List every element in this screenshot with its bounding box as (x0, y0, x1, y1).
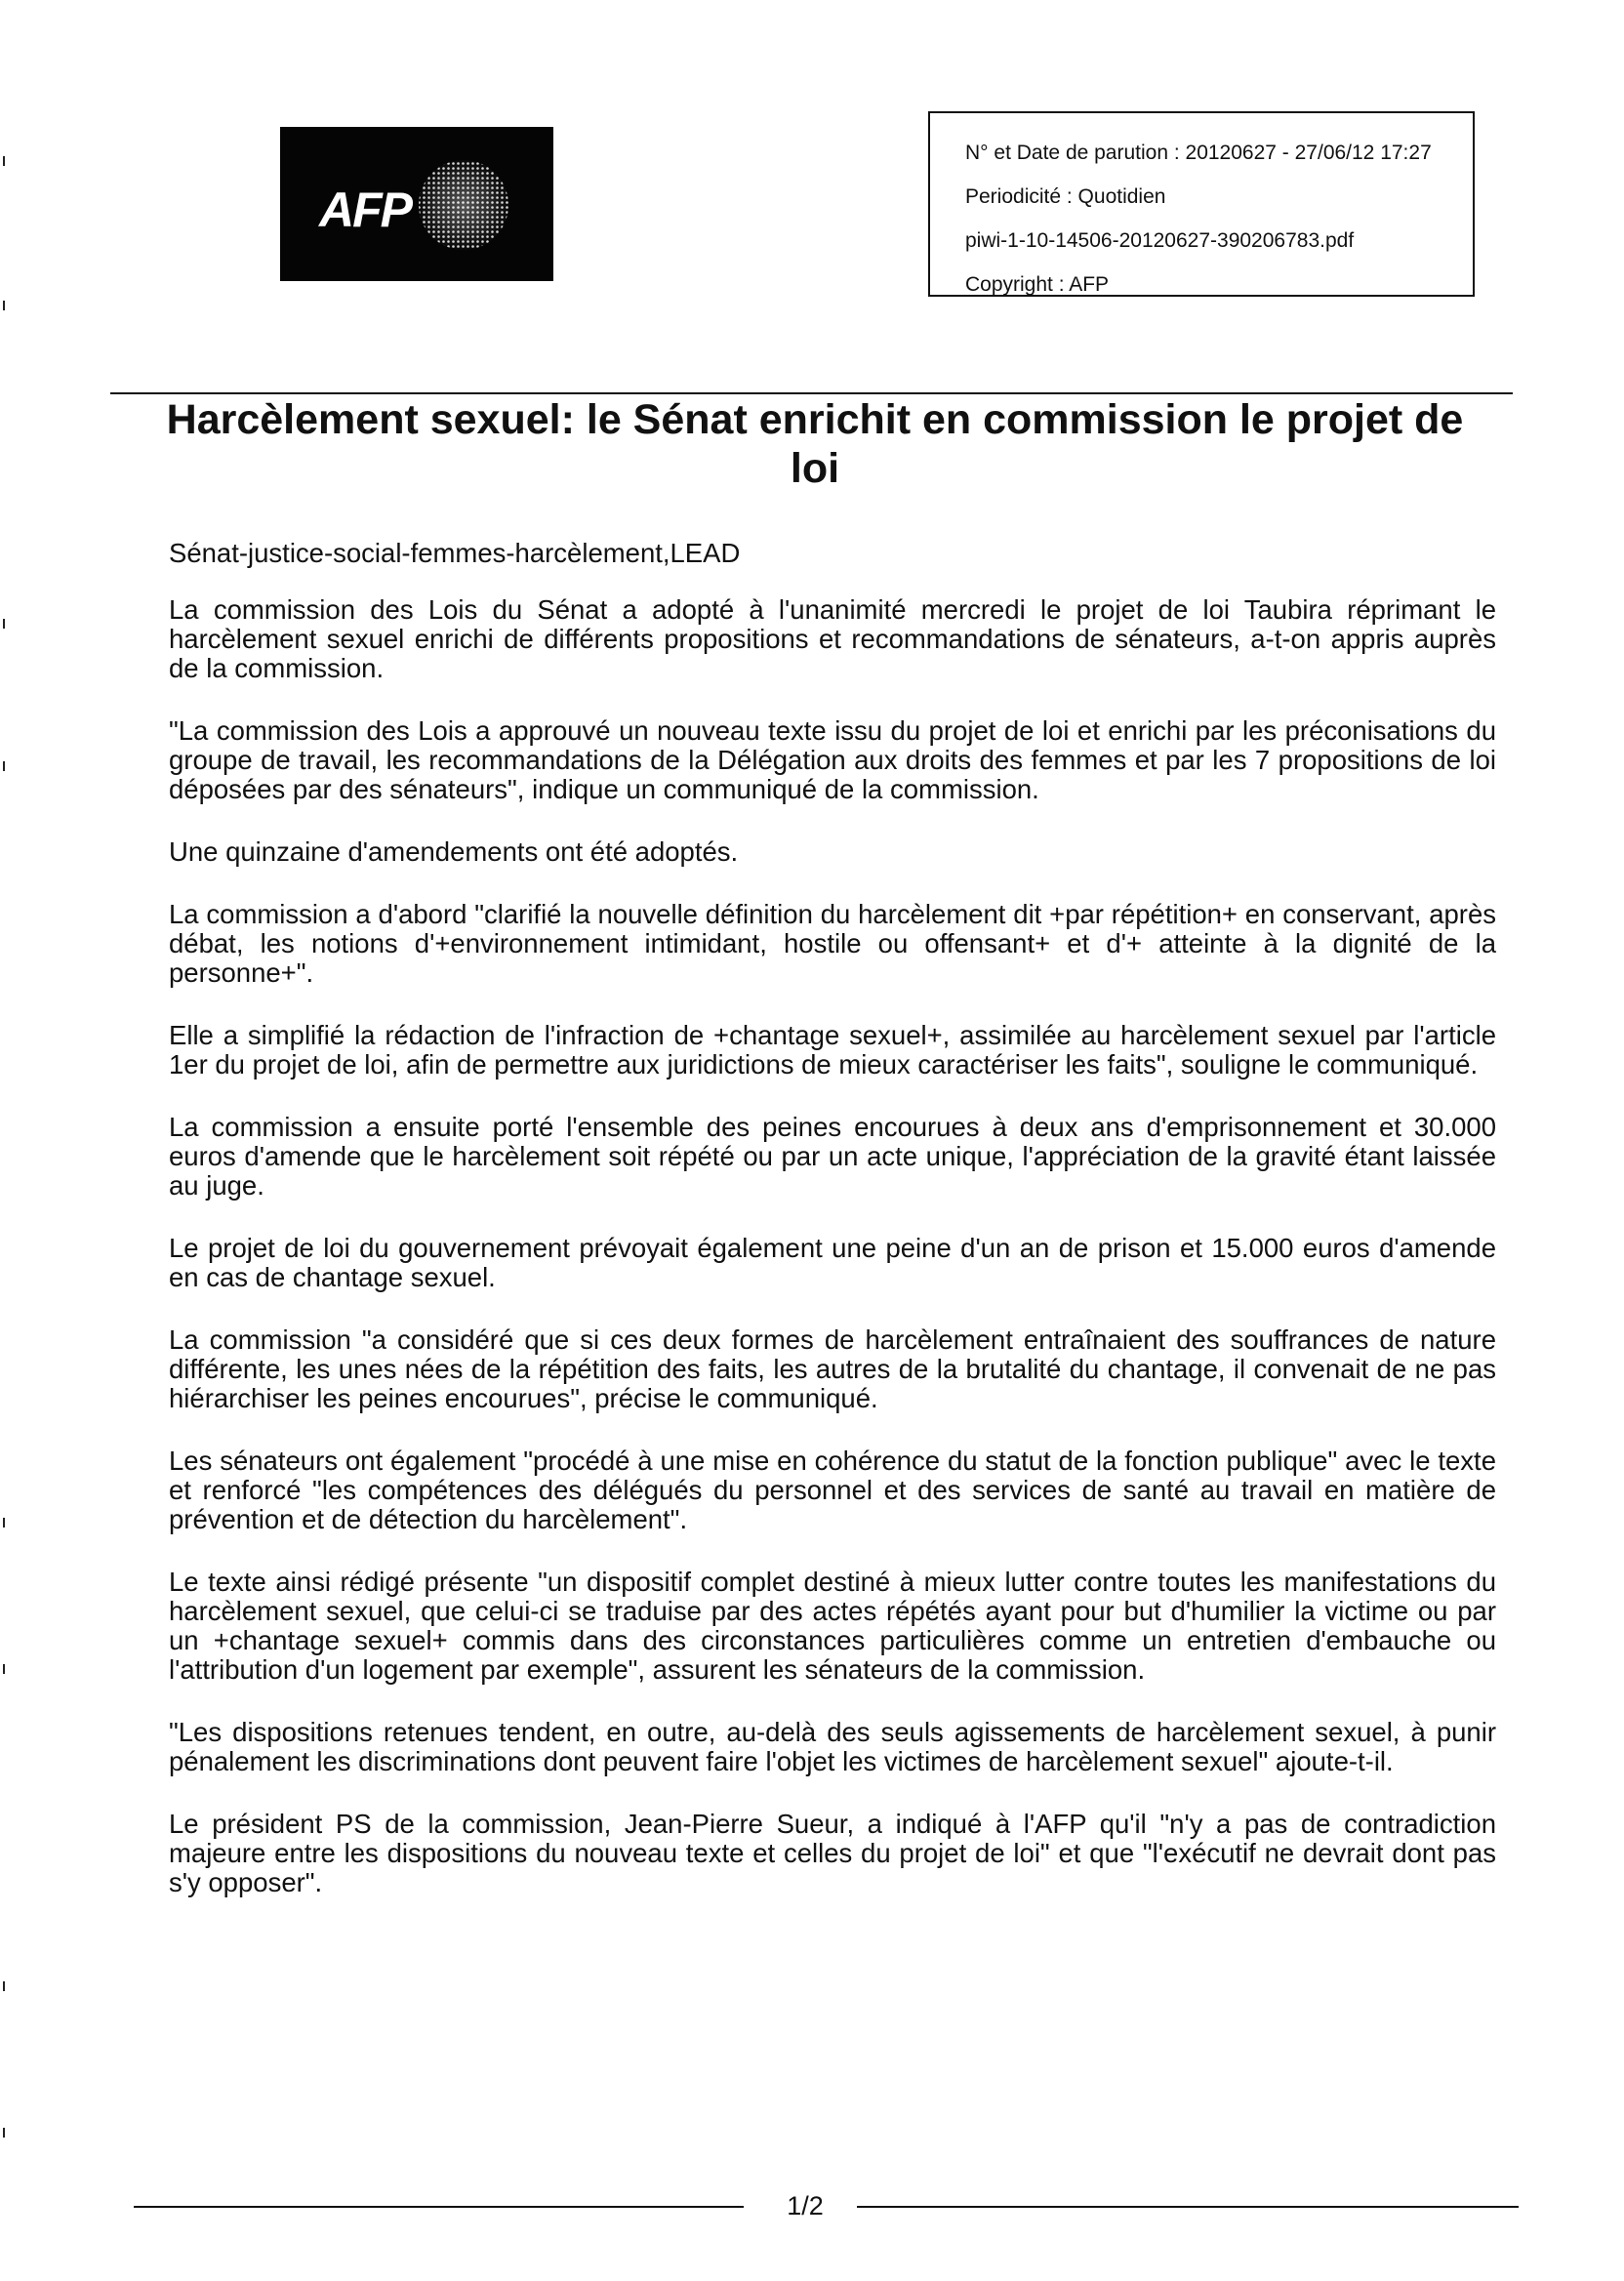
periodicity: Periodicité : Quotidien (965, 185, 1166, 208)
article-paragraph: "Les dispositions retenues tendent, en outre, au-delà des seuls agissements de harcèlement sexuel, à punir pénalement les discriminations dont peuvent faire l'objet les victimes de harcèlement sexuel" ajoute-t-il. (169, 1717, 1496, 1776)
article-paragraph: "La commission des Lois a approuvé un nouveau texte issu du projet de loi et enrichi par les préconisations du groupe de travail, les recommandations de la Délégation aux droits des femmes et par les 7 propositions de loi déposées par des sénateurs", indique un communiqué de la commission. (169, 715, 1496, 804)
scan-margin-mark (3, 301, 5, 310)
afp-logo (280, 127, 553, 281)
article-paragraph: Le texte ainsi rédigé présente "un dispositif complet destiné à mieux lutter contre toutes les manifestations du harcèlement sexuel, que celui-ci se traduise par des actes répétés ayant pour but d'humilier la victime ou par un +chantage sexuel+ commis dans des circonstances particulières comme un entretien d'embauche ou l'attribution d'un logement par exemple", assurent les sénateurs de la commission. (169, 1567, 1496, 1685)
scan-margin-mark (3, 156, 5, 166)
article-paragraph: Le président PS de la commission, Jean-Pierre Sueur, a indiqué à l'AFP qu'il "n'y a pas de contradiction majeure entre les dispositions du nouveau texte et celles du projet de loi" et que "l'exécutif ne devrait dont pas s'y opposer". (169, 1809, 1496, 1897)
page-number: 1/2 (787, 2191, 824, 2220)
article-paragraph: Une quinzaine d'amendements ont été adoptés. (169, 836, 739, 867)
footer-rule-left (134, 2206, 744, 2208)
article-paragraph: La commission des Lois du Sénat a adopté à l'unanimité mercredi le projet de loi Taubira réprimant le harcèlement sexuel enrichi de différents propositions et recommandations de sénateurs, a-t-on appris auprès de la commission. (169, 594, 1496, 683)
article-paragraph: La commission a d'abord "clarifié la nouvelle définition du harcèlement dit +par répétition+ en conservant, après débat, les notions d'+environnement intimidant, hostile ou offensant+ et d'+ atteinte à la dignité de la personne+". (169, 899, 1496, 988)
scan-margin-mark (3, 761, 5, 771)
article-paragraph: Elle a simplifié la rédaction de l'infraction de +chantage sexuel+, assimilée au harcèlement sexuel par l'article 1er du projet de loi, afin de permettre aux juridictions de mieux caractériser les faits", souligne le communiqué. (169, 1020, 1496, 1079)
article-paragraph: La commission a ensuite porté l'ensemble des peines encourues à deux ans d'emprisonnement et 30.000 euros d'amende que le harcèlement soit répété ou par un acte unique, l'appréciation de la gravité étant laissée au juge. (169, 1112, 1496, 1201)
title-top-rule (110, 392, 1513, 394)
file-name: piwi-1-10-14506-20120627-390206783.pdf (965, 229, 1355, 252)
publication-date: N° et Date de parution : 20120627 - 27/06/12 17:27 (965, 142, 1432, 164)
logo-wordmark: AFP (319, 183, 411, 237)
scan-margin-mark (3, 619, 5, 629)
article-paragraph: Le projet de loi du gouvernement prévoyait également une peine d'un an de prison et 15.000 euros d'amende en cas de chantage sexuel. (169, 1233, 1496, 1292)
scan-margin-mark (3, 1981, 5, 1991)
article-title: Harcèlement sexuel: le Sénat enrichit en commission le projet de loi (166, 396, 1464, 492)
article-paragraph: Les sénateurs ont également "procédé à une mise en cohérence du statut de la fonction publique" avec le texte et renforcé "les compétences des délégués du personnel et des services de santé au travail en matière de prévention et de détection du harcèlement". (169, 1446, 1496, 1534)
publication-info-box (928, 111, 1475, 297)
scan-margin-mark (3, 1664, 5, 1674)
scan-margin-mark (3, 2128, 5, 2138)
article-tags: Sénat-justice-social-femmes-harcèlement,LEAD (169, 538, 741, 568)
scan-margin-mark (3, 1518, 5, 1527)
copyright: Copyright : AFP (965, 273, 1110, 296)
article-paragraph: La commission "a considéré que si ces deux formes de harcèlement entraînaient des souffrances de nature différente, les unes nées de la répétition des faits, les autres de la brutalité du chantage, il convenait de ne pas hiérarchiser les peines encourues", précise le communiqué. (169, 1324, 1496, 1413)
article-body (169, 539, 1496, 1931)
footer-rule-right (857, 2206, 1519, 2208)
